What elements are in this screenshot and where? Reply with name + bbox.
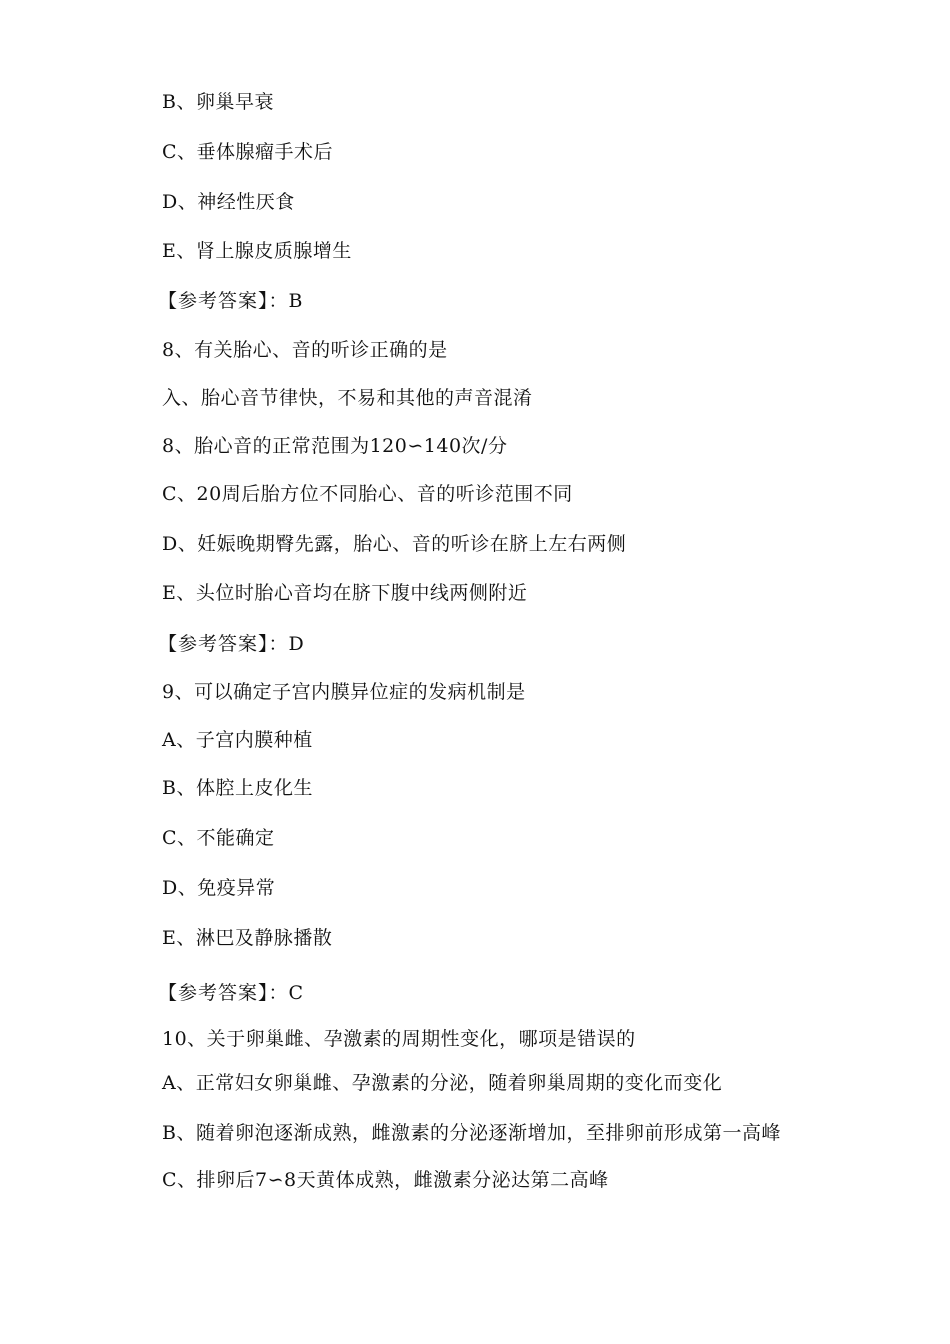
q9-option-a: A、子宫内膜种植: [162, 729, 313, 751]
q9-answer: 【参考答案】：C: [158, 982, 305, 1004]
q9-option-e: E、淋巴及静脉播散: [162, 927, 333, 949]
q10-question: 10、关于卵巢雌、孕激素的周期性变化，哪项是错误的: [162, 1028, 636, 1050]
q9-question: 9、可以确定子宫内膜异位症的发病机制是: [162, 681, 526, 703]
q8-option-e: E、头位时胎心音均在脐下腹中线两侧附近: [162, 582, 528, 604]
q8-option-b: 8、胎心音的正常范围为120∽140次/分: [162, 435, 508, 457]
q8-option-c: C、20周后胎方位不同胎心、音的听诊范围不同: [162, 483, 573, 505]
q8-option-d: D、妊娠晚期臀先露，胎心、音的听诊在脐上左右两侧: [162, 533, 627, 555]
q9-option-b: B、体腔上皮化生: [162, 777, 313, 799]
q8-answer: 【参考答案】：D: [158, 633, 305, 655]
q7-option-d: D、神经性厌食: [162, 191, 295, 213]
q10-option-b: B、随着卵泡逐渐成熟，雌激素的分泌逐渐增加，至排卵前形成第一高峰: [162, 1122, 781, 1144]
q8-option-a: 入、胎心音节律快，不易和其他的声音混淆: [162, 387, 533, 409]
q10-option-a: A、正常妇女卵巢雌、孕激素的分泌，随着卵巢周期的变化而变化: [162, 1072, 723, 1094]
q8-question: 8、有关胎心、音的听诊正确的是: [162, 339, 448, 361]
q7-option-c: C、垂体腺瘤手术后: [162, 141, 334, 163]
q7-answer: 【参考答案】：B: [158, 290, 304, 312]
q7-option-e: E、肾上腺皮质腺增生: [162, 240, 352, 262]
q10-option-c: C、排卵后7∽8天黄体成熟，雌激素分泌达第二高峰: [162, 1169, 609, 1191]
q9-option-d: D、免疫异常: [162, 877, 276, 899]
q7-option-b: B、卵巢早衰: [162, 91, 274, 113]
q9-option-c: C、不能确定: [162, 827, 275, 849]
